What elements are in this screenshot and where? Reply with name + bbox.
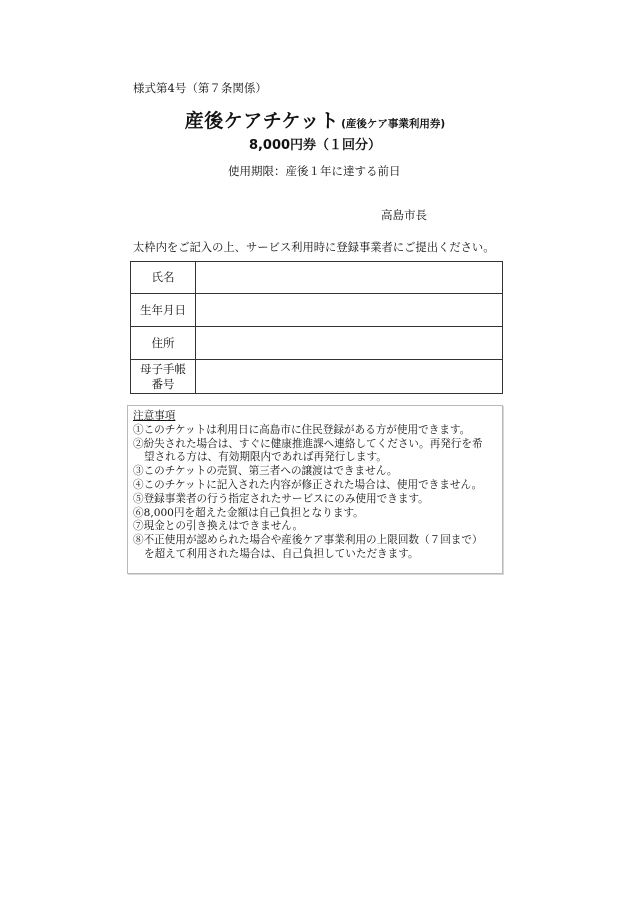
note-item: ③このチケットの売買、第三者への譲渡はできません。 [133, 465, 398, 478]
ticket-title [0, 106, 630, 133]
price-line: 8,000円券（１回分） [248, 138, 382, 153]
note-item: ⑦現金との引き換えはできません。 [133, 520, 304, 533]
field-label-handbook-line1: 母子手帳 [140, 361, 186, 376]
notes-box [127, 405, 503, 574]
name-field[interactable] [196, 262, 503, 294]
validity-period: 使用期限：産後１年に達する前日 [228, 164, 401, 178]
address-field[interactable] [196, 327, 503, 360]
note-item: ①このチケットは利用日に高島市に住民登録がある方が使用できます。 [133, 423, 471, 436]
table-row [131, 262, 503, 294]
birthdate-field[interactable] [196, 294, 503, 327]
table-row [131, 360, 503, 394]
instruction-text: 太枠内をご記入の上、サービス利用時に登録事業者にご提出ください。 [133, 241, 495, 254]
note-item: ⑥8,000円を超えた金額は自己負担となります。 [133, 506, 364, 519]
field-label-address: 住所 [131, 327, 196, 360]
title-subtitle: (産後ケア事業利用券) [341, 118, 446, 130]
issuer-name: 高島市長 [381, 208, 427, 222]
handbook-number-field[interactable] [196, 360, 503, 394]
note-item-continuation: を超えて利用された場合は、自己負担していただきます。 [144, 547, 419, 560]
note-item: ④このチケットに記入された内容が修正された場合は、使用できません。 [133, 478, 483, 491]
field-label-handbook-number [131, 360, 196, 394]
form-number: 様式第4号（第７条関係） [133, 81, 267, 95]
note-item-continuation: 望される方は、有効期限内であれば再発行します。 [144, 451, 387, 464]
applicant-info-table [130, 261, 503, 394]
table-row [131, 327, 503, 360]
table-row [131, 294, 503, 327]
note-item: ⑤登録事業者の行う指定されたサービスにのみ使用できます。 [133, 492, 429, 505]
notes-heading: 注意事項 [133, 410, 176, 422]
field-label-handbook-line2: 番号 [151, 376, 175, 391]
note-item: ②紛失された場合は、すぐに健康推進課へ連絡してください。再発行を希 [133, 437, 483, 450]
field-label-birthdate: 生年月日 [131, 294, 196, 327]
title-main: 産後ケアチケット [184, 110, 340, 132]
note-item: ⑧不正使用が認められた場合や産後ケア事業利用の上限回数（７回まで） [133, 534, 483, 547]
field-label-name: 氏名 [131, 262, 196, 294]
